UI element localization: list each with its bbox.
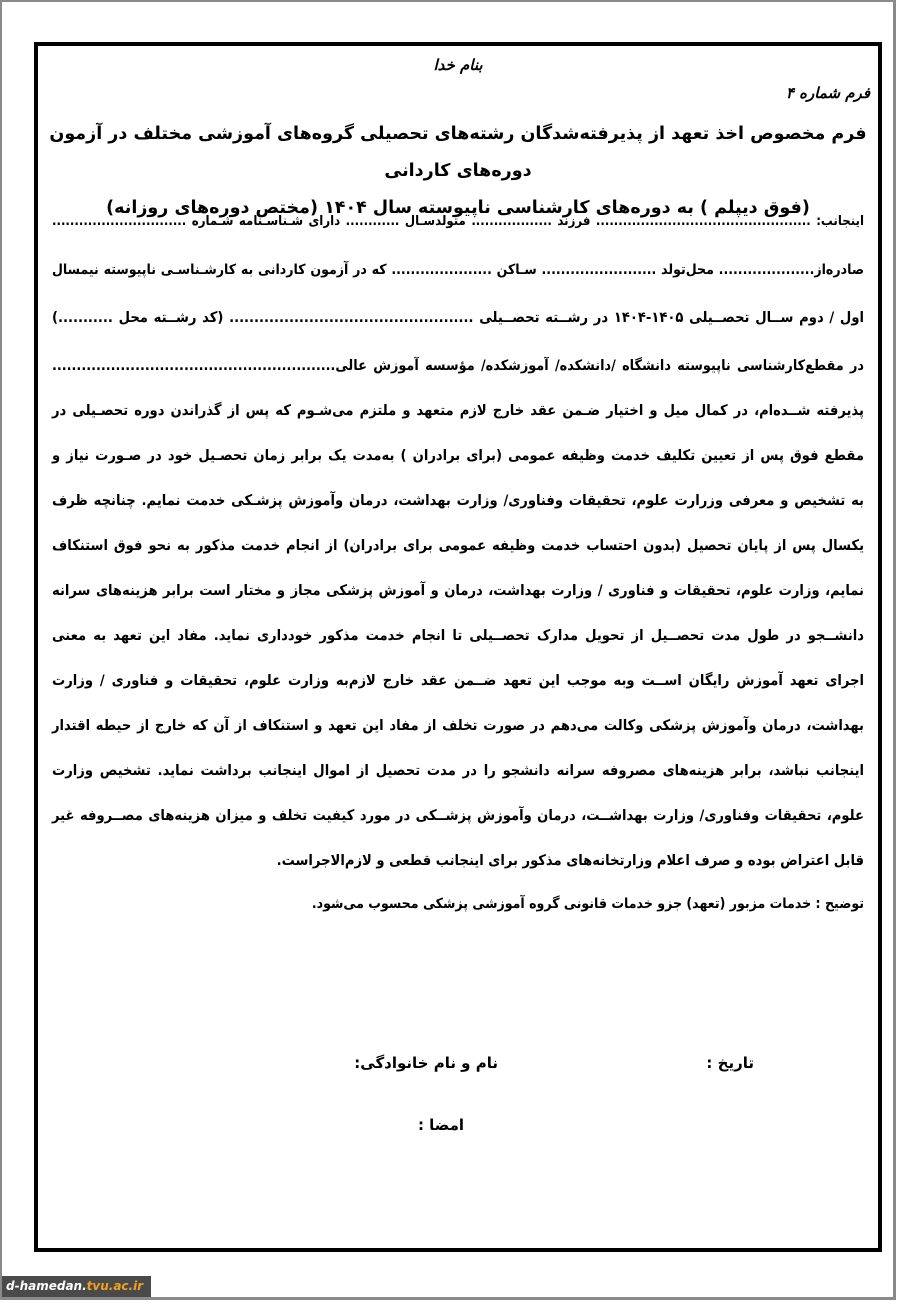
body-line-institution: در مقطع‌کارشناسی ناپیوسته دانشگاه /دانشکده/ آموزشکده/ مؤسسه آموزش عالی.......................................................... — [52, 358, 864, 374]
body-line-commitment: علوم، تحقیقات وفناوری/ وزارت بهداشــت، درمان وآموزش پزشــکی در مورد کیفیت تخلف و میزان هزینه‌های مصــروفه غیر — [52, 807, 864, 824]
body-line-commitment: اینجانب نباشد، برابر هزینه‌های مصروفه سرانه دانشجو را در مدت تحصیل از اموال اینجانب برداشت نماید. تشخیص وزارت — [52, 762, 864, 779]
form-sheet — [34, 42, 882, 1252]
explanatory-note: توضیح : خدمات مزبور (تعهد) جزو خدمات قانونی گروه آموزشی پزشکی محسوب می‌شود. — [311, 896, 864, 912]
body-line-commitment: قابل اعتراض بوده و صرف اعلام وزارتخانه‌های مذکور برای اینجانب قطعی و لازم‌الاجراست. — [276, 852, 864, 869]
body-line-commitment: اجرای تعهد آموزش رایگان اســت وبه موجب این تعهد ضــمن عقد خارج لازم‌به وزارت علوم، تحقیقات و فناوری / وزارت — [52, 672, 864, 689]
date-field-label: تاریخ : — [706, 1054, 754, 1072]
body-line-commitment: به تشخیص و معرفی وزرارت علوم، تحقیقات وفناوری/ وزارت بهداشت، درمان وآموزش پزشـکی خدمت نمایم. چنانچه ظرف — [52, 492, 864, 509]
signature-field-label: امضا : — [417, 1116, 464, 1134]
form-title — [48, 116, 868, 227]
watermark-domain: tvu.ac.ir — [86, 1279, 144, 1293]
form-title-line-1: فرم مخصوص اخذ تعهد از پذیرفته‌شدگان رشته‌های تحصیلی گروه‌های آموزشی مختلف در آزمون دوره‌های کاردانی — [49, 124, 867, 181]
body-line-residence: صادره‌از.................... محل‌تولد ........................ سـاکن ..................... که در آزمون کاردانی به کارشـناسـی ناپیوسته نیمسال — [52, 262, 864, 278]
body-line-field: اول / دوم ســال تحصــیلی ۱۴۰۵-۱۴۰۴ در رشــته تحصــیلی ................................................. (کد رشــته محل ...........) — [52, 309, 864, 326]
body-line-commitment: پذیرفته شــده‌ام، در کمال میل و اختیار ضـمن عقد خارج لازم متعهد و ملتزم می‌شـوم که پس از گذراندن دوره تحصـیلی در — [52, 402, 864, 419]
watermark-prefix: d-hamedan. — [6, 1279, 87, 1293]
full-name-field-label: نام و نام خانوادگی: — [354, 1054, 498, 1072]
body-line-commitment: مقطع فوق پس از تعیین تکلیف خدمت وظیفه عمومی (برای برادران ) به‌مدت یک برابر زمان تحصـیل خود در صـورت نیاز و — [52, 447, 864, 464]
invocation-heading: بنام خدا — [433, 56, 483, 74]
body-line-commitment: دانشــجو در طول مدت تحصــیل از تحویل مدارک تحصــیلی تا انجام خدمت مذکور خودداری نماید. مفاد این تعهد به معنی — [52, 627, 864, 644]
body-line-commitment: نمایم، وزارت علوم، تحقیقات و فناوری / وزارت بهداشت، درمان و آموزش پزشکی مجاز و مختار است برابر هزینه‌های سرانه — [52, 582, 864, 599]
form-title-line-2: (فوق دیپلم ) به دوره‌های کارشناسی ناپیوسته سال ۱۴۰۴ (مختص دوره‌های روزانه) — [106, 198, 810, 218]
body-line-commitment: بهداشت، درمان وآموزش پزشکی وکالت می‌دهم در صورت تخلف از مفاد این تعهد و استنکاف از آن که خارج از حیطه اقتدار — [52, 717, 864, 734]
site-watermark — [2, 1276, 151, 1297]
body-line-commitment: یکسال پس از پایان تحصیل (بدون احتساب خدمت وظیفه عمومی برای برادران) از انجام خدمت مذکور به نحو فوق استنکاف — [52, 537, 864, 554]
form-number: فرم شماره ۴ — [785, 84, 870, 102]
body-line-applicant: اینجانب: ................................................ فرزند .................. متولدسـال ............ دارای شـناسـنامه شـماره .............................. — [52, 214, 864, 229]
